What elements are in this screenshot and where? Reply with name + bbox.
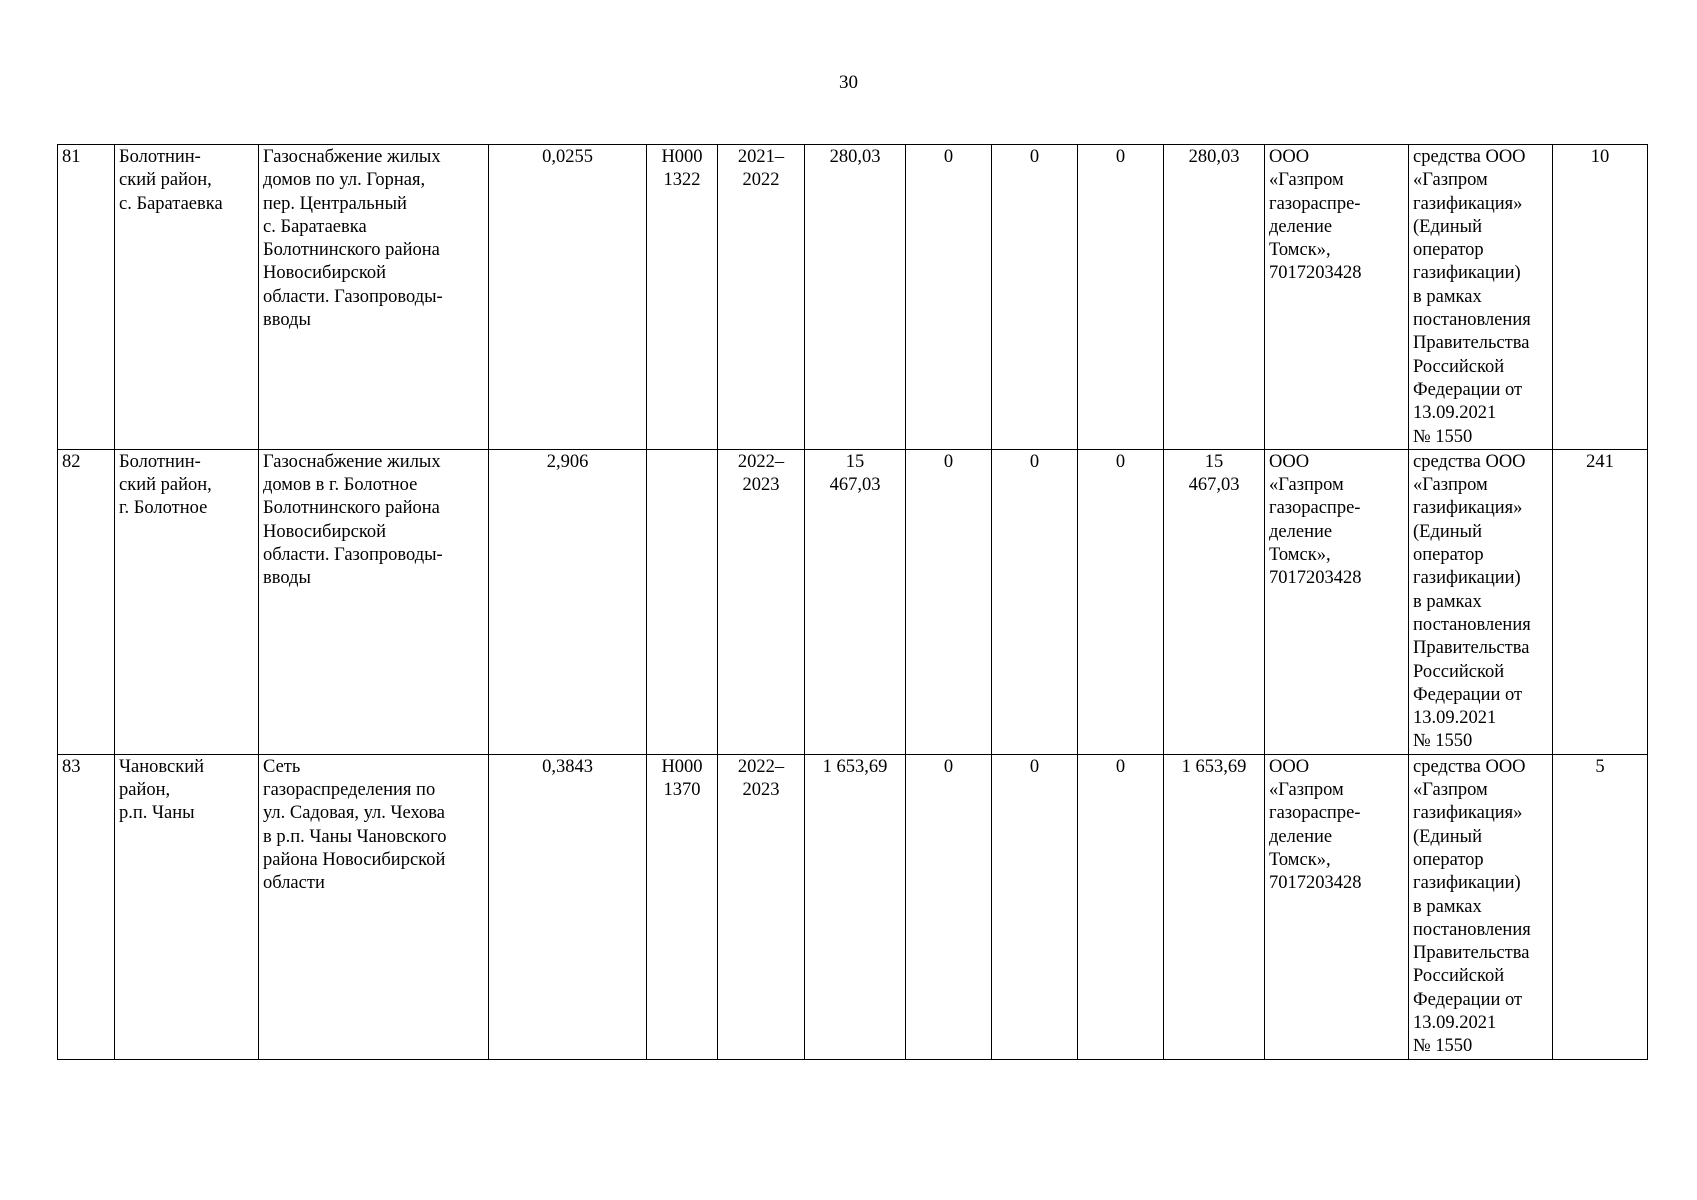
cell-line: Правительства — [1413, 333, 1530, 354]
page-number: 30 — [839, 72, 858, 93]
cell-line: оператор — [1413, 240, 1484, 261]
cell-line: оператор — [1413, 545, 1484, 566]
cell-line: области. Газопроводы- — [263, 545, 443, 566]
cell-line: Сеть — [263, 756, 301, 777]
cell-line: Федерации от — [1413, 684, 1523, 705]
cell-own-funds — [1164, 754, 1265, 1059]
cell-line: 7017203428 — [1269, 873, 1362, 894]
cell-line: ООО — [1269, 756, 1310, 777]
cell-line: газификация» — [1413, 498, 1523, 519]
cell-line: Болотнин- — [119, 451, 201, 472]
cell-line: г. Болотное — [119, 498, 208, 519]
cell-value-c: 0 — [1078, 145, 1164, 450]
cell-value-a: 0 — [906, 754, 992, 1059]
cell-value-b: 0 — [992, 449, 1078, 754]
cell-line: 2022– — [737, 756, 785, 777]
cell-years — [718, 754, 805, 1059]
cell-line: 280,03 — [829, 147, 881, 167]
cell-line: Новосибирской — [263, 521, 387, 542]
cell-line: Новосибирской — [263, 263, 387, 284]
cell-line: газификация» — [1413, 803, 1523, 824]
cell-line: «Газпром — [1413, 170, 1488, 191]
cell-line: р.п. Чаны — [119, 803, 195, 824]
cell-value-c: 0 — [1078, 449, 1164, 754]
table-row — [58, 145, 1648, 450]
cell-line: пер. Центральный — [263, 193, 407, 214]
cell-object — [259, 754, 489, 1059]
cell-line: средства ООО — [1413, 147, 1526, 167]
cell-line: в рамках — [1413, 896, 1482, 917]
cell-line: 2022– — [737, 451, 785, 472]
cell-line: вводы — [263, 310, 311, 331]
cell-object — [259, 145, 489, 450]
cell-line: области — [263, 873, 325, 894]
cell-line: ский район, — [119, 475, 212, 496]
cell-line: района Новосибирской — [263, 849, 446, 870]
cell-line: № 1550 — [1413, 1036, 1473, 1057]
cell-line: район, — [119, 780, 171, 801]
cell-line: газификация» — [1413, 193, 1523, 214]
cell-line: Чановский — [119, 756, 205, 777]
cell-count: 10 — [1553, 145, 1648, 450]
cell-line: газораспределения по — [263, 780, 436, 801]
cell-line: (Единый — [1413, 521, 1483, 542]
cell-line: 2023 — [742, 475, 780, 496]
cell-line: области. Газопроводы- — [263, 286, 443, 307]
cell-line: постановления — [1413, 614, 1531, 635]
cell-line: деление — [1269, 826, 1333, 847]
cell-line: 7017203428 — [1269, 568, 1362, 589]
cell-number: 83 — [58, 754, 115, 1059]
cell-line: газораспре- — [1269, 498, 1361, 519]
cell-line: Томск», — [1269, 849, 1331, 870]
cell-line: Газоснабжение жилых — [263, 147, 441, 167]
cell-line: ул. Садовая, ул. Чехова — [263, 803, 446, 824]
cell-line: «Газпром — [1269, 170, 1344, 191]
cell-length: 0,0255 — [489, 145, 647, 450]
cell-line: с. Баратаевка — [263, 216, 367, 237]
cell-value-b: 0 — [992, 754, 1078, 1059]
cell-code — [647, 754, 718, 1059]
cell-number: 81 — [58, 145, 115, 450]
cell-line: Томск», — [1269, 240, 1331, 261]
cell-line: Федерации от — [1413, 989, 1523, 1010]
cell-line: 280,03 — [1188, 147, 1240, 167]
cell-line: 2023 — [742, 780, 780, 801]
cell-line: оператор — [1413, 849, 1484, 870]
cell-line: постановления — [1413, 310, 1531, 331]
cell-value-a: 0 — [906, 145, 992, 450]
cell-line: в р.п. Чаны Чановского — [263, 826, 447, 847]
cell-line: Правительства — [1413, 943, 1530, 964]
cell-district — [115, 449, 259, 754]
cell-object — [259, 449, 489, 754]
cell-line: 2021– — [737, 147, 785, 167]
cell-source — [1409, 449, 1553, 754]
cell-line: (Единый — [1413, 216, 1483, 237]
cell-line: Федерации от — [1413, 379, 1523, 400]
cell-executor — [1265, 145, 1409, 450]
cell-line: Н000 — [661, 147, 703, 167]
cell-line: Российской — [1413, 661, 1505, 682]
cell-line: ООО — [1269, 147, 1310, 167]
cell-line: 15 — [845, 451, 865, 472]
cell-executor — [1265, 449, 1409, 754]
cell-line: ский район, — [119, 170, 212, 191]
cell-line: 7017203428 — [1269, 263, 1362, 284]
cell-length: 0,3843 — [489, 754, 647, 1059]
cell-line: Российской — [1413, 966, 1505, 987]
cell-line: 1 653,69 — [822, 756, 888, 777]
cell-line: Болотнин- — [119, 147, 201, 167]
cell-line: «Газпром — [1269, 475, 1344, 496]
cell-line: газификации) — [1413, 873, 1521, 894]
cell-line: № 1550 — [1413, 731, 1473, 752]
cell-line: 13.09.2021 — [1413, 1012, 1497, 1033]
cell-line: газификации) — [1413, 263, 1521, 284]
cell-value-a: 0 — [906, 449, 992, 754]
cell-value-c: 0 — [1078, 754, 1164, 1059]
cell-line: 2022 — [742, 170, 780, 191]
cell-line: с. Баратаевка — [119, 193, 223, 214]
cell-line: «Газпром — [1269, 780, 1344, 801]
cell-line: 1 653,69 — [1181, 756, 1247, 777]
cell-length: 2,906 — [489, 449, 647, 754]
cell-value-b: 0 — [992, 145, 1078, 450]
cell-line: № 1550 — [1413, 426, 1473, 447]
cell-line: деление — [1269, 216, 1333, 237]
table-body — [58, 145, 1648, 1060]
cell-line: в рамках — [1413, 286, 1482, 307]
cell-line: газораспре- — [1269, 803, 1361, 824]
table-row — [58, 754, 1648, 1059]
cell-total — [805, 449, 906, 754]
cell-line: в рамках — [1413, 591, 1482, 612]
cell-source — [1409, 754, 1553, 1059]
cell-total — [805, 145, 906, 450]
cell-executor — [1265, 754, 1409, 1059]
cell-line: «Газпром — [1413, 475, 1488, 496]
cell-line: ООО — [1269, 451, 1310, 472]
cell-line: деление — [1269, 521, 1333, 542]
cell-code — [647, 145, 718, 450]
cell-line: домов в г. Болотное — [263, 475, 418, 496]
cell-line: газификации) — [1413, 568, 1521, 589]
cell-line: Н000 — [661, 756, 703, 777]
cell-years — [718, 145, 805, 450]
cell-line: 13.09.2021 — [1413, 403, 1497, 424]
cell-line: 467,03 — [829, 475, 881, 496]
table-row — [58, 449, 1648, 754]
cell-total — [805, 754, 906, 1059]
cell-own-funds — [1164, 449, 1265, 754]
cell-line: домов по ул. Горная, — [263, 170, 426, 191]
cell-line: средства ООО — [1413, 756, 1526, 777]
cell-own-funds — [1164, 145, 1265, 450]
cell-code — [647, 449, 718, 754]
cell-line: 467,03 — [1188, 475, 1240, 496]
cell-line: 13.09.2021 — [1413, 708, 1497, 729]
cell-line: (Единый — [1413, 826, 1483, 847]
cell-line: газораспре- — [1269, 193, 1361, 214]
cell-line: «Газпром — [1413, 780, 1488, 801]
cell-line: Российской — [1413, 356, 1505, 377]
cell-line: вводы — [263, 568, 311, 589]
cell-source — [1409, 145, 1553, 450]
cell-years — [718, 449, 805, 754]
cell-line: средства ООО — [1413, 451, 1526, 472]
cell-line: постановления — [1413, 919, 1531, 940]
gasification-table — [57, 144, 1648, 1060]
cell-line: Томск», — [1269, 545, 1331, 566]
cell-line: 1322 — [663, 170, 701, 191]
cell-district — [115, 754, 259, 1059]
cell-line: Правительства — [1413, 638, 1530, 659]
cell-line: 15 — [1204, 451, 1224, 472]
cell-number: 82 — [58, 449, 115, 754]
cell-line: Газоснабжение жилых — [263, 451, 441, 472]
cell-line: Болотнинского района — [263, 498, 440, 519]
cell-line: 1370 — [663, 780, 701, 801]
cell-district — [115, 145, 259, 450]
cell-line: Болотнинского района — [263, 240, 440, 261]
cell-count: 5 — [1553, 754, 1648, 1059]
cell-count: 241 — [1553, 449, 1648, 754]
